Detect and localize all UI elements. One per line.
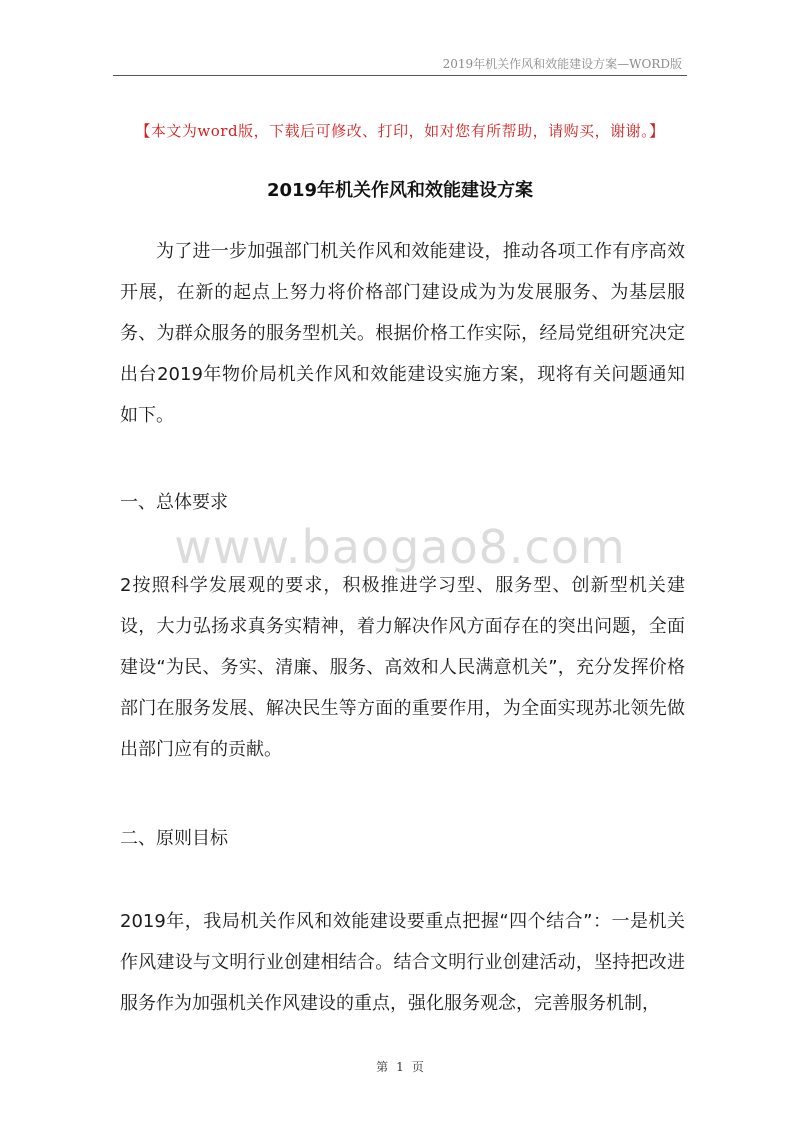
footer-prefix: 第 (376, 1060, 389, 1074)
document-title: 2019年机关作风和效能建设方案 (266, 180, 534, 201)
header-divider (113, 75, 687, 76)
page-number: 1 (396, 1060, 404, 1074)
section-heading-general-requirements: 一、总体要求 (120, 492, 228, 513)
purchase-notice: 【本文为word版，下载后可修改、打印，如对您有所帮助，请购买，谢谢。】 (135, 122, 665, 140)
watermark: www.baogao8.com (174, 520, 626, 574)
page-header-title: 2019年机关作风和效能建设方案—WORD版 (442, 57, 682, 71)
principles-goals-paragraph: 2019年，我局机关作风和效能建设要重点把握“四个结合”：一是机关作风建设与文明行业创建相结合。结合文明行业创建活动，坚持把改进服务作为加强机关作风建设的重点，强化服务观念，完善服务机制， (120, 911, 685, 1014)
footer-suffix: 页 (411, 1060, 424, 1074)
page-footer (0, 1058, 800, 1075)
general-requirements-paragraph: 2按照科学发展观的要求，积极推进学习型、服务型、创新型机关建设，大力弘扬求真务实精神，着力解决作风方面存在的突出问题，全面建设“为民、务实、清廉、服务、高效和人民满意机关”，充分发挥价格部门在服务发展、解决民生等方面的重要作用，为全面实现苏北领先做出部门应有的贡献。 (120, 575, 685, 760)
section-heading-principles-goals: 二、原则目标 (120, 828, 228, 849)
intro-paragraph: 为了进一步加强部门机关作风和效能建设，推动各项工作有序高效开展，在新的起点上努力将价格部门建设成为为发展服务、为基层服务、为群众服务的服务型机关。根据价格工作实际，经局党组研究决定出台2019年物价局机关作风和效能建设实施方案，现将有关问题通知如下。 (120, 241, 685, 426)
